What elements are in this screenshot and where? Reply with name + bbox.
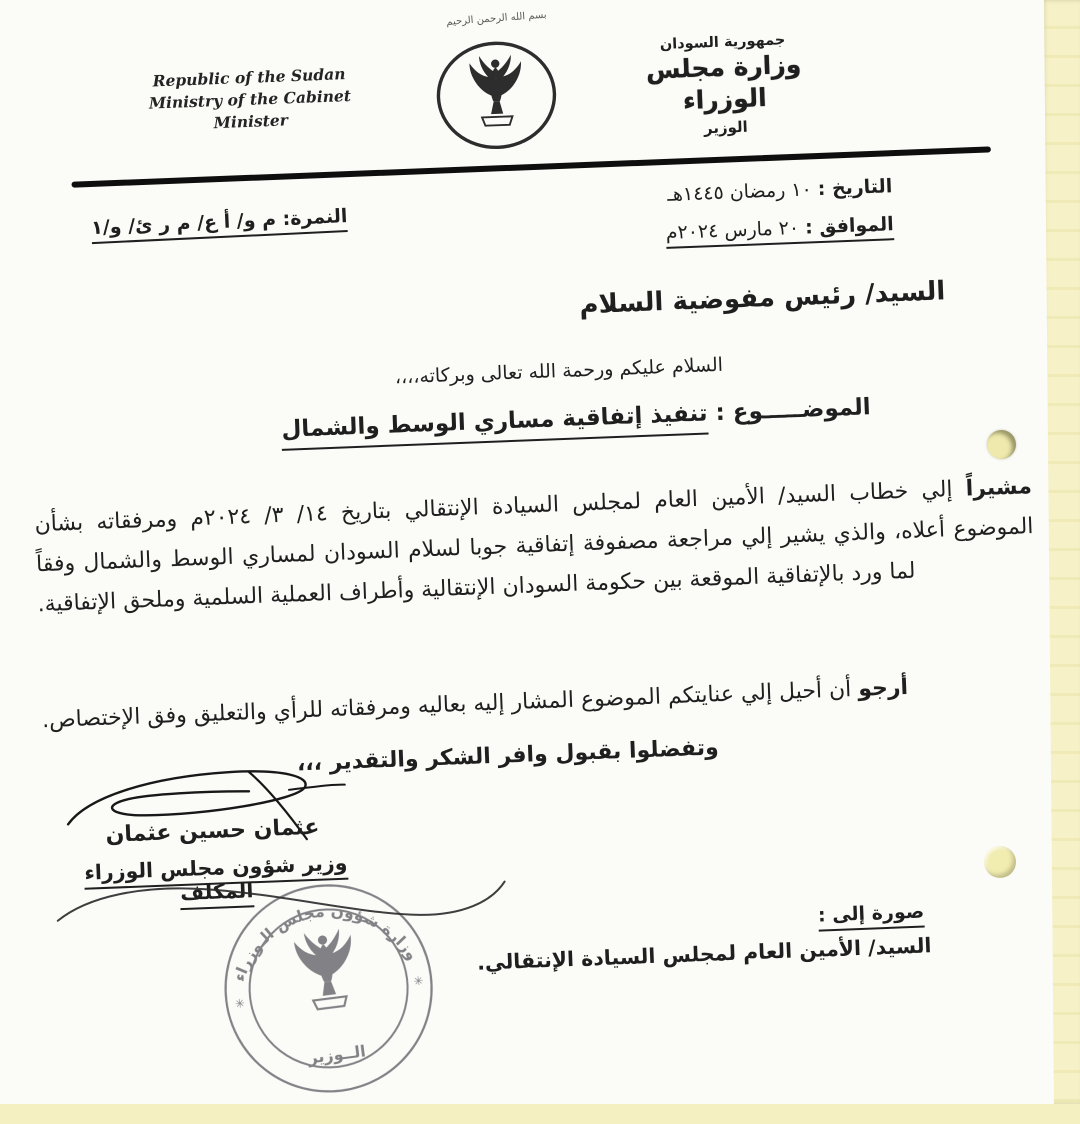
sudan-eagle-emblem-icon: [432, 37, 560, 156]
reference-number-text: النمرة: م و/ أ ع/ م ر ئ/ و/١: [91, 205, 348, 244]
letterhead-ministry: وزارة مجلس الوزراء: [645, 49, 802, 116]
letterhead-english-line2: Ministry of the Cabinet: [148, 85, 352, 113]
body-paragraph-2-lead: أرجو: [857, 674, 909, 702]
letterhead-office: الوزير: [703, 117, 749, 138]
body-paragraph-1-lead: مشيراً: [965, 474, 1033, 502]
body-paragraph-2-text: أن أحيل إلي عنايتكم الموضوع المشار إليه بعاليه ومرفقاته للرأي والتعليق وفق الإختصاص.: [41, 676, 859, 734]
cc-label: [818, 901, 925, 927]
greeting-line: السلام عليكم ورحمة الله تعالى وبركاته،،،،: [394, 353, 724, 389]
body-paragraph-1: [34, 467, 1036, 625]
letterhead-english-line3: Minister: [213, 110, 289, 133]
addressee-line: السيد/ رئيس مفوضية السلام: [578, 276, 946, 321]
letterhead-english-line1: Republic of the Sudan: [152, 64, 346, 91]
date-gregorian-underlined: [665, 213, 894, 249]
reference-number: [91, 205, 348, 239]
bismillah-calligraphy: بسم الله الرحمن الرحيم: [445, 9, 548, 28]
date-gregorian-value: ٢٠ مارس ٢٠٢٤م: [665, 216, 800, 244]
date-hijri-value: ١٠ رمضان ١٤٤٥هـ: [666, 178, 813, 206]
date-hijri-label: التاريخ :: [817, 175, 893, 201]
pen-flourish-icon: [48, 853, 521, 971]
subject-text: تنفيذ إتفاقية مساري الوسط والشمال: [281, 400, 708, 450]
signatory-title-text: وزير شؤون مجلس الوزراء المكلف: [84, 851, 348, 910]
cc-recipient: السيد/ الأمين العام لمجلس السيادة الإنتقالي.: [476, 933, 932, 975]
stamp-rosette-left-icon: ✳: [233, 996, 246, 1012]
date-block: [664, 167, 895, 252]
subject-label: الموضـــــوع :: [707, 394, 872, 427]
stamp-office-text: الــوزير: [307, 1041, 367, 1068]
letterhead-country: جمهورية السودان: [659, 32, 786, 54]
subject-line: [281, 394, 871, 443]
date-gregorian-label: الموافق :: [804, 213, 895, 239]
stamp-rosette-right-icon: ✳: [412, 973, 425, 989]
stamp-ring-text: وزارة شؤون مجلس الـوزراء: [230, 902, 422, 984]
cc-label-text: صورة إلى :: [818, 901, 925, 932]
signatory-name: عثمان حسين عثمان: [105, 814, 320, 848]
closing-line: وتفضلوا بقبول وافر الشكر والتقدير ،،،: [296, 735, 720, 777]
letterhead-arabic: [613, 30, 835, 140]
letterhead-english: [146, 63, 353, 137]
date-gregorian-line: [665, 205, 894, 252]
body-paragraph-1-text: إلي خطاب السيد/ الأمين العام لمجلس السيادة الإنتقالي بتاريخ ١٤/ ٣/ ٢٠٢٤م ومرفقاته بشأن الموضوع أعلاه، والذي يشير إلي مراجعة مصفوفة إتفاقية جوبا لسلام السودان لمساري الوسط والشمال وفقاً لما ورد بالإتفاقية الموقعة بين حكومة السودان الإنتقالية وأطراف العملية السلمية وملحق الإتفاقية.: [34, 476, 1034, 618]
